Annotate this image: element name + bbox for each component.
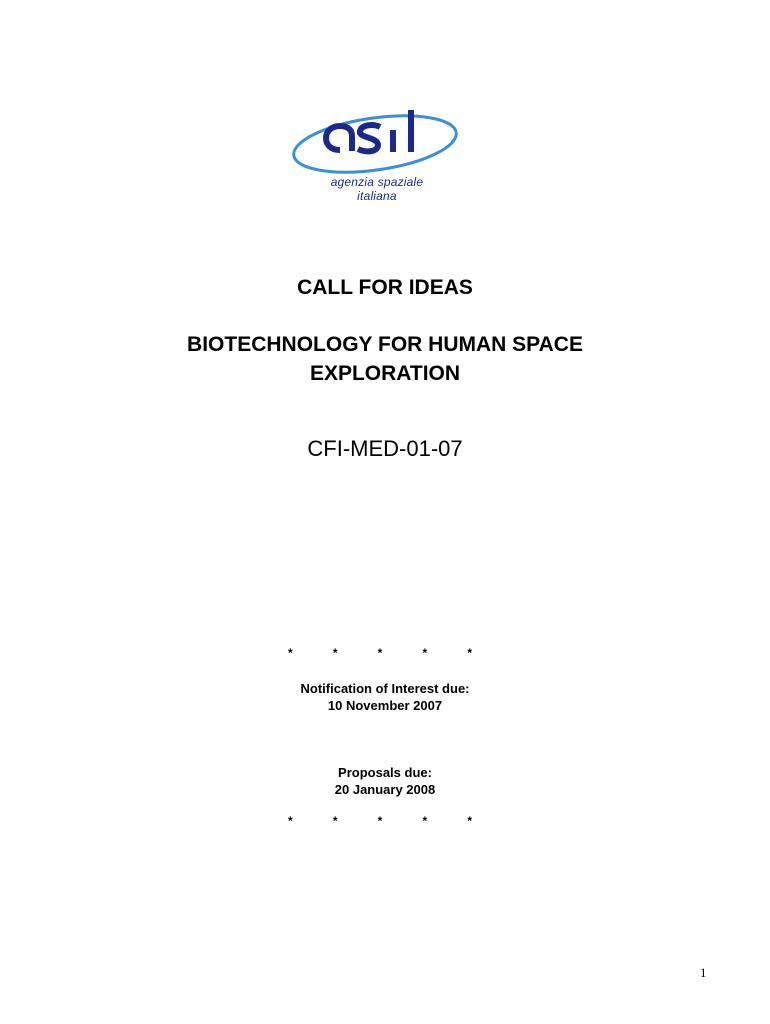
- star: *: [467, 646, 472, 660]
- call-code: CFI-MED-01-07: [307, 436, 463, 461]
- logo-line-2: italiana: [357, 189, 397, 203]
- proposals-date: 20 January 2008: [334, 782, 436, 797]
- subtitle-line-2: EXPLORATION: [309, 362, 461, 385]
- star: *: [288, 814, 293, 828]
- star: *: [332, 814, 338, 828]
- star: *: [332, 646, 338, 660]
- star: *: [422, 814, 428, 828]
- proposals-label: Proposals due:: [338, 765, 432, 780]
- asi-logo: [290, 104, 465, 214]
- page-title: CALL FOR IDEAS: [297, 276, 473, 299]
- page-number: 1: [700, 965, 707, 980]
- asi-logo-icon: [290, 104, 465, 184]
- star: *: [377, 646, 383, 660]
- notification-label: Notification of Interest due:: [300, 681, 470, 696]
- subtitle-line-1: BIOTECHNOLOGY FOR HUMAN SPACE: [187, 333, 583, 356]
- star: *: [467, 814, 472, 828]
- separator-stars-bottom: [270, 814, 490, 828]
- star: *: [288, 646, 293, 660]
- notification-date: 10 November 2007: [327, 698, 443, 713]
- star: *: [377, 814, 383, 828]
- logo-line-1: agenzia spaziale: [330, 175, 424, 189]
- star: *: [422, 646, 428, 660]
- separator-stars-top: [270, 646, 490, 660]
